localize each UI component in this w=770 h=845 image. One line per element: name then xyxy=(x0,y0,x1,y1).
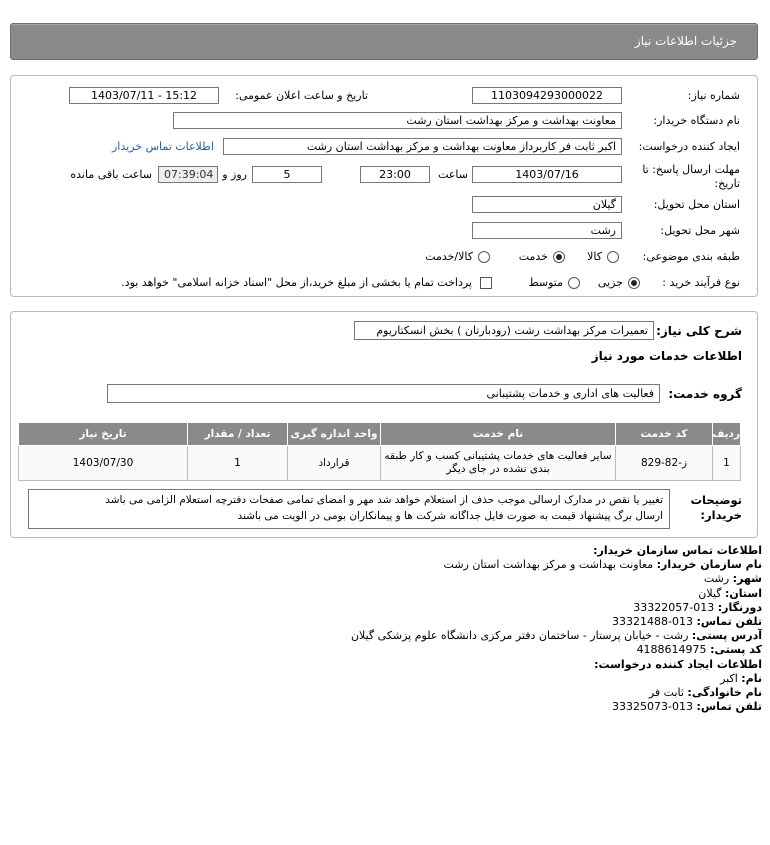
contact-org-line xyxy=(22,558,762,572)
announce-label: تاریخ و ساعت اعلان عمومی: xyxy=(235,89,368,102)
table-row xyxy=(19,446,741,481)
process-radio-minor[interactable] xyxy=(628,277,640,289)
creator-family: ثابت فر xyxy=(648,686,684,700)
creator-phone-label: تلفن تماس: xyxy=(696,700,762,714)
contact-postal-line xyxy=(22,643,762,657)
contact-fax-line xyxy=(22,601,762,615)
services-title: اطلاعات خدمات مورد نیاز xyxy=(591,349,742,363)
creator-label: ایجاد کننده درخواست: xyxy=(638,140,740,153)
category-radio-goods[interactable] xyxy=(607,251,619,263)
category-option-service: خدمت xyxy=(518,250,548,263)
col-header-qty: تعداد / مقدار xyxy=(188,423,288,446)
contact-fax-label: دورنگار: xyxy=(717,600,762,614)
category-label: طبقه بندی موضوعی: xyxy=(642,250,740,263)
creator-phone: 013-33325073 xyxy=(612,700,694,714)
remaining-time-field: 07:39:04 xyxy=(158,166,218,183)
contact-org-label: نام سازمان خریدار: xyxy=(656,558,762,572)
province-label: استان محل تحویل: xyxy=(653,198,740,211)
process-label: نوع فرآیند خرید : xyxy=(662,276,740,289)
process-option-minor: جزیی xyxy=(597,276,623,289)
deadline-time-label: ساعت xyxy=(438,168,468,181)
contact-phone-line xyxy=(22,615,762,629)
contact-section xyxy=(22,544,762,714)
notes-box xyxy=(28,489,670,529)
creator-name-line xyxy=(22,672,762,686)
group-label: گروه خدمت: xyxy=(668,387,742,401)
contact-address-line xyxy=(22,629,762,643)
process-option-medium: متوسط xyxy=(528,276,563,289)
cell-code: ز-82-829 xyxy=(616,446,713,481)
col-header-unit: واحد اندازه گیری xyxy=(288,423,381,446)
city-field: رشت xyxy=(472,222,622,239)
contact-province-line xyxy=(22,587,762,601)
category-radio-goods-service[interactable] xyxy=(478,251,490,263)
creator-family-label: نام خانوادگی: xyxy=(687,686,762,700)
col-header-index: ردیف xyxy=(713,423,741,446)
cell-index: 1 xyxy=(713,446,741,481)
services-table xyxy=(18,422,741,481)
group-field: فعالیت های اداری و خدمات پشتیبانی xyxy=(107,384,660,403)
contact-address-label: آدرس پستی: xyxy=(691,629,762,643)
buyer-contact-link[interactable]: اطلاعات تماس خریدار xyxy=(112,140,214,153)
contact-city: رشت xyxy=(703,572,730,586)
remaining-label: ساعت باقی مانده xyxy=(70,168,152,181)
creator-family-line xyxy=(22,686,762,700)
contact-postal: 4188614975 xyxy=(636,643,707,657)
notes-line-1: تغییر یا نقص در مدارک ارسالی موجب حذف از استعلام خواهد شد مهر و امضای تمامی صفحات دفترچه استعلام الزامی می باشد xyxy=(105,494,663,506)
creator-phone-line xyxy=(22,700,762,714)
notes-line-2: ارسال برگ پیشنهاد قیمت به صورت فایل جداگانه شرکت ها و پیمانکاران بومی در الویت می باشند xyxy=(237,510,663,522)
contact-fax: 013-33322057 xyxy=(633,600,715,614)
province-field: گیلان xyxy=(472,196,622,213)
contact-phone: 013-33321488 xyxy=(612,615,694,629)
contact-title: اطلاعات تماس سازمان خریدار: xyxy=(593,544,762,557)
summary-label: شرح کلی نیاز: xyxy=(656,324,742,338)
cell-qty: 1 xyxy=(188,446,288,481)
contact-phone-label: تلفن تماس: xyxy=(696,615,762,629)
category-option-goods-service: کالا/خدمت xyxy=(425,250,473,263)
payment-note: پرداخت تمام یا بخشی از مبلغ خرید،از محل "اسناد خزانه اسلامی" خواهد بود. xyxy=(121,276,472,289)
days-label: روز و xyxy=(222,168,247,181)
creator-name: اکبر xyxy=(720,671,738,685)
treasury-checkbox[interactable] xyxy=(480,277,492,289)
col-header-code: کد خدمت xyxy=(616,423,713,446)
page-header xyxy=(10,23,758,60)
contact-province: گیلان xyxy=(698,586,722,600)
contact-province-label: استان: xyxy=(725,586,762,600)
need-number-field: 1103094293000022 xyxy=(472,87,622,104)
summary-field: تعمیرات مرکز بهداشت رشت (رودبارتان ) بخش انسکتاریوم xyxy=(354,321,654,340)
contact-org: معاونت بهداشت و مرکز بهداشت استان رشت xyxy=(443,558,654,572)
announce-field: 1403/07/11 - 15:12 xyxy=(69,87,219,104)
deadline-label: مهلت ارسال پاسخ: تا تاریخ: xyxy=(642,163,740,190)
category-radio-service[interactable] xyxy=(553,251,565,263)
cell-unit: قرارداد xyxy=(288,446,381,481)
creator-info-title: اطلاعات ایجاد کننده درخواست: xyxy=(594,657,762,671)
contact-address: رشت - خیابان پرستار - ساختمان دفتر مرکزی دانشگاه علوم پزشکی گیلان xyxy=(350,629,689,643)
deadline-time-field: 23:00 xyxy=(360,166,430,183)
city-label: شهر محل تحویل: xyxy=(660,224,740,237)
creator-name-label: نام: xyxy=(741,671,762,685)
contact-city-line xyxy=(22,572,762,586)
notes-label: توضیحات خریدار: xyxy=(690,493,742,522)
need-number-label: شماره نیاز: xyxy=(687,89,740,102)
deadline-date-field: 1403/07/16 xyxy=(472,166,622,183)
creator-field: اکبر ثابت فر کاربرداز معاونت بهداشت و مرکز بهداشت استان رشت xyxy=(223,138,622,155)
buyer-org-field: معاونت بهداشت و مرکز بهداشت استان رشت xyxy=(173,112,622,129)
page-title: جزئیات اطلاعات نیاز xyxy=(634,34,737,48)
col-header-date: تاریخ نیاز xyxy=(19,423,188,446)
cell-name: سایر فعالیت های خدمات پشتیبانی کسب و کار طبقه بندی نشده در جای دیگر xyxy=(381,446,616,481)
contact-city-label: شهر: xyxy=(732,572,762,586)
process-radio-medium[interactable] xyxy=(568,277,580,289)
cell-date: 1403/07/30 xyxy=(19,446,188,481)
days-field: 5 xyxy=(252,166,322,183)
table-header-row xyxy=(19,423,741,446)
buyer-org-label: نام دستگاه خریدار: xyxy=(653,114,740,127)
contact-postal-label: کد پستی: xyxy=(710,643,762,657)
col-header-name: نام خدمت xyxy=(381,423,616,446)
category-option-goods: کالا xyxy=(587,250,602,263)
